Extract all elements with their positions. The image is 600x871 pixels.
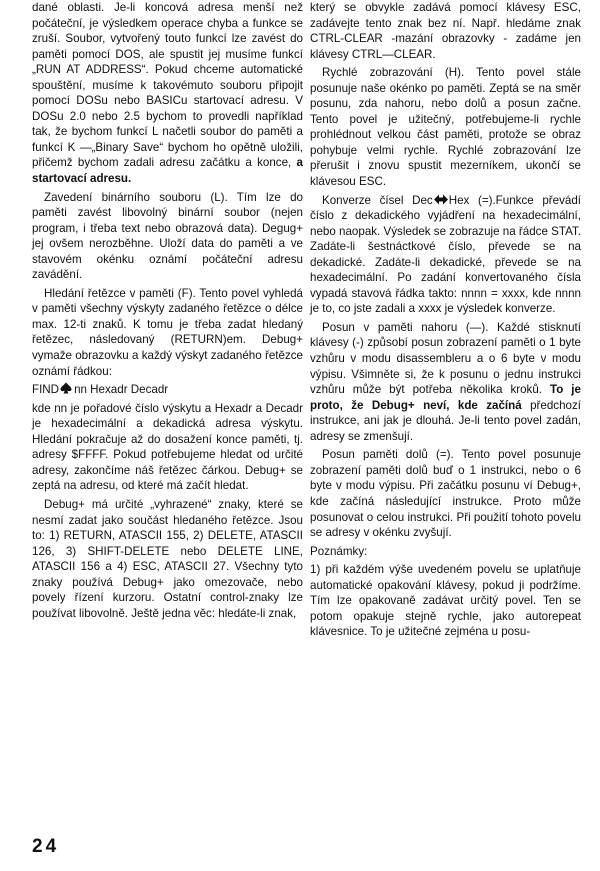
notes-heading: Poznámky:: [310, 544, 368, 558]
right-column: [310, 0, 581, 643]
paragraph-scroll-down: Posun paměti dolů (=). Tento povel posunuje zobrazení paměti dolů buď o 1 instrukci, nebo o 6 byte v modu výpisu. Při začátku posunu ví Debug+, kde začíná následující instrukce. Proto může posunovat o celou instrukci. Při použití tohoto povelu se adresy v okénku zvyšují.: [310, 448, 581, 540]
paragraph-find-details: kde nn je pořadové číslo výskytu a Hexadr a Decadr je hexadecimální a dekadická adresa výskytu. Hledání pokračuje až do dosažení konce paměti, tj. adresy $FFFF. Pokud potřebujeme hledat od určité adresy, zakončíme náš řetězec čárkou. Debug+ se zeptá na adresu, od které má začít hledat.: [32, 401, 303, 493]
double-arrow-icon: [434, 194, 448, 205]
paragraph-fast-display: Rychlé zobrazování (H). Tento povel stále posunuje naše okénko po paměti. Zeptá se na směr posunu, zda nahoru, nebo dolů a posun začne. Tento povel je užitečný, potřebujeme-li rychle prohlédnout velkou část paměti, protože se obraz pohybuje velmi rychle. Rychlé zobrazování lze přerušit i znovu spustit mezerníkem, ukončí se klávesou ESC.: [310, 66, 581, 189]
paragraph-conversion: Konverze čísel Dec Hex (=).Funkce převádí číslo z dekadického vyjádření na hexadecimální, nebo naopak. Výsledek se zobrazuje na řádce STAT. Zadáte-li šestnáctkové číslo, převede se na dekadické. Zadáte-li dekadické, převede se na hexadecimální. Po zadání konvertovaného čísla vypadá stavová řádka takto: nnnn = xxxx, kde nnnn je to, co jste zadali a xxxx je výsledek konverze.: [310, 193, 581, 316]
paragraph-load-binary: Zavedení binárního souboru (L). Tím lze do paměti zavést libovolný binární soubor (nejen program, i třeba text nebo obrazová data). Degug+ jej ovšem nerozběhne. Uloží data do paměti a ve stavovém okénku oznámí počáteční adresu zavádění.: [32, 190, 303, 282]
paragraph-scroll-up: Posun v paměti nahoru (—). Každé stisknutí klávesy (-) způsobí posun zobrazení paměti o 1 byte vzhůru v modu disassembleru a o 6 byte v modu výpisu. Všimněte si, že k posunu o jednu instrukci vzhůru může být potřeba několika kroků. To je proto, že Debug+ neví, kde začíná předchozí instrukce, ani jak je dlouhá. Je-li tento povel zadán, adresy se zmenšují.: [310, 320, 581, 443]
paragraph-esc-chars: který se obvykle zadává pomocí klávesy ESC, zadávejte tento znak bez ní. Např. hledáme znak CTRL-CLEAR -mazání obrazovky - zadáme jen klávesy CTRL—CLEAR.: [310, 1, 581, 61]
bold-phrase: To je proto, že Debug+ neví, kde začíná: [310, 383, 581, 412]
left-column: [32, 0, 303, 624]
bold-phrase: a startovací adresu.: [32, 156, 303, 186]
spade-icon: [60, 382, 72, 394]
find-line: FIND nn Hexadr Decadr: [32, 383, 169, 397]
paragraph-binary-save: dané oblasti. Je-li koncová adresa menší než počáteční, je výsledkem operace chyba a funkce se zruší. Soubor, vytvořený touto funkcí lze zavést do paměti pomocí DOS, ale spustit jej musíme funkcí „RUN AT ADDRESS“. Pokud chceme automatické spouštění, musíme k takovémuto souboru připojit pomocí DOSu nebo BASICu startovací adresu. V DOSu 2.0 nebo 2.5 bychom to provedli například tak, že bychom funkcí L načetli soubor do paměti a funkcí K —„Binary Save“ bychom ho opětně uložili, přičemž bychom zadali adresu začátku a konce, a startovací adresu.: [32, 1, 303, 186]
paragraph-find-string: Hledání řetězce v paměti (F). Tento povel vyhledá v paměti všechny výskyty zadaného řetězce o délce max. 12-ti znaků. K tomu je třeba zadat hledaný řetězec, následovaný (RETURN)em. Debug+ vymaže obrazovku a každý výskyt zadaného řetězce oznámí řádkou:: [32, 286, 303, 378]
page-number: 24: [32, 836, 60, 857]
paragraph-reserved-chars: Debug+ má určité „vyhrazené“ znaky, které se nesmí zadat jako součást hledaného řetězce. Jsou to: 1) RETURN, ATASCII 155, 2) DELETE, ATASCII 126, 3) SHIFT-DELETE nebo DELETE LINE, ATASCII 156 a 4) ESC, ATASCII 27. Všechny tyto znaky používá Debug+ jako omezovače, nebo povely řízení kurzoru. Ostatní control-znaky lze používat libovolně. Ještě jedna věc: hledáte-li znak,: [32, 497, 303, 620]
paragraph-note-1: 1) při každém výše uvedeném povelu se uplatňuje automatické opakování klávesy, pokud ji podržíme. Tím lze opakovaně zadávat určitý povel. Ten se potom opakuje stejně rychle, jako autorepeat klávesnice. To je užitečné zejména u posu-: [310, 563, 581, 639]
